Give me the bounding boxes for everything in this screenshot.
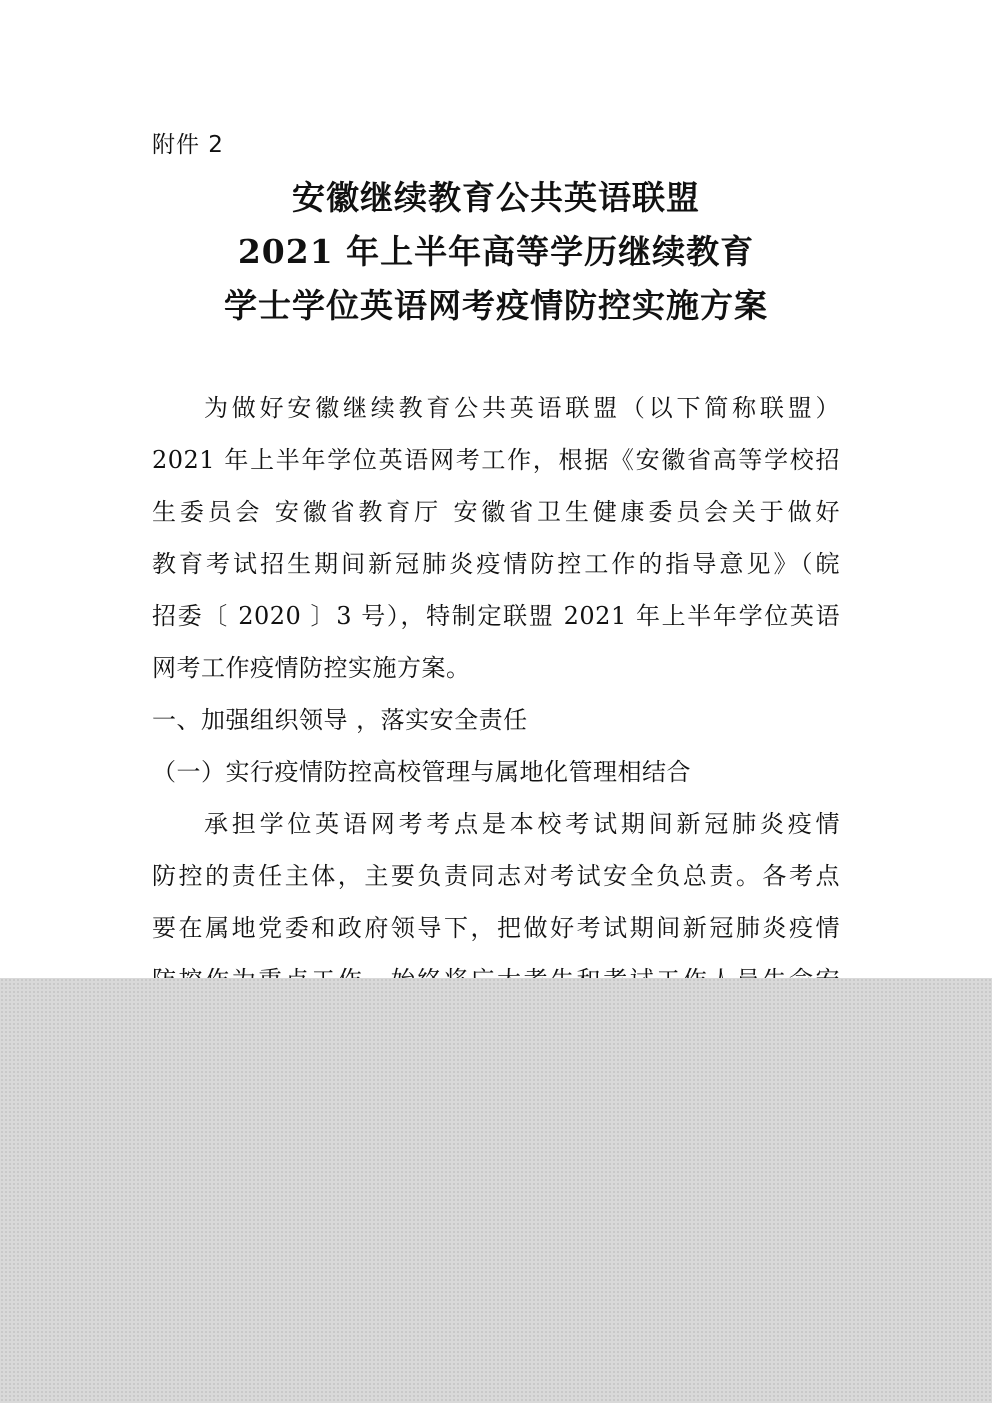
paragraph-line: 2021 年上半年学位英语网考工作，根据《安徽省高等学校招 xyxy=(152,446,840,474)
title-line-2: 2021 年上半年高等学历继续教育 xyxy=(237,232,755,271)
subsection-heading: （一）实行疫情防控高校管理与属地化管理相结合 xyxy=(152,758,691,786)
intro-paragraph xyxy=(152,382,840,694)
paragraph-line: 网考工作疫情防控实施方案。 xyxy=(152,654,471,682)
paragraph-line: 要在属地党委和政府领导下，把做好考试期间新冠肺炎疫情 xyxy=(152,914,840,942)
paragraph-line: 教育考试招生期间新冠肺炎疫情防控工作的指导意见》（皖 xyxy=(152,550,840,578)
paragraph-line: 为做好安徽继续教育公共英语联盟（以下简称联盟） xyxy=(204,394,840,422)
responsibility-paragraph xyxy=(152,798,840,1006)
paragraph-line: 承担学位英语网考考点是本校考试期间新冠肺炎疫情 xyxy=(204,810,840,838)
attachment-label: 附件 2 xyxy=(152,132,224,158)
gray-overlay-region xyxy=(0,978,992,1403)
title-line-3: 学士学位英语网考疫情防控实施方案 xyxy=(224,286,768,325)
title-line-1: 安徽继续教育公共英语联盟 xyxy=(292,178,700,217)
section-heading: 一、加强组织领导 ，落实安全责任 xyxy=(152,706,528,734)
paragraph-line: 防控的责任主体，主要负责同志对考试安全负总责。各考点 xyxy=(152,862,840,890)
paragraph-line: 招委〔 2020 〕3 号），特制定联盟 2021 年上半年学位英语 xyxy=(152,602,840,630)
paragraph-line: 生委员会 安徽省教育厅 安徽省卫生健康委员会关于做好 xyxy=(152,498,840,526)
